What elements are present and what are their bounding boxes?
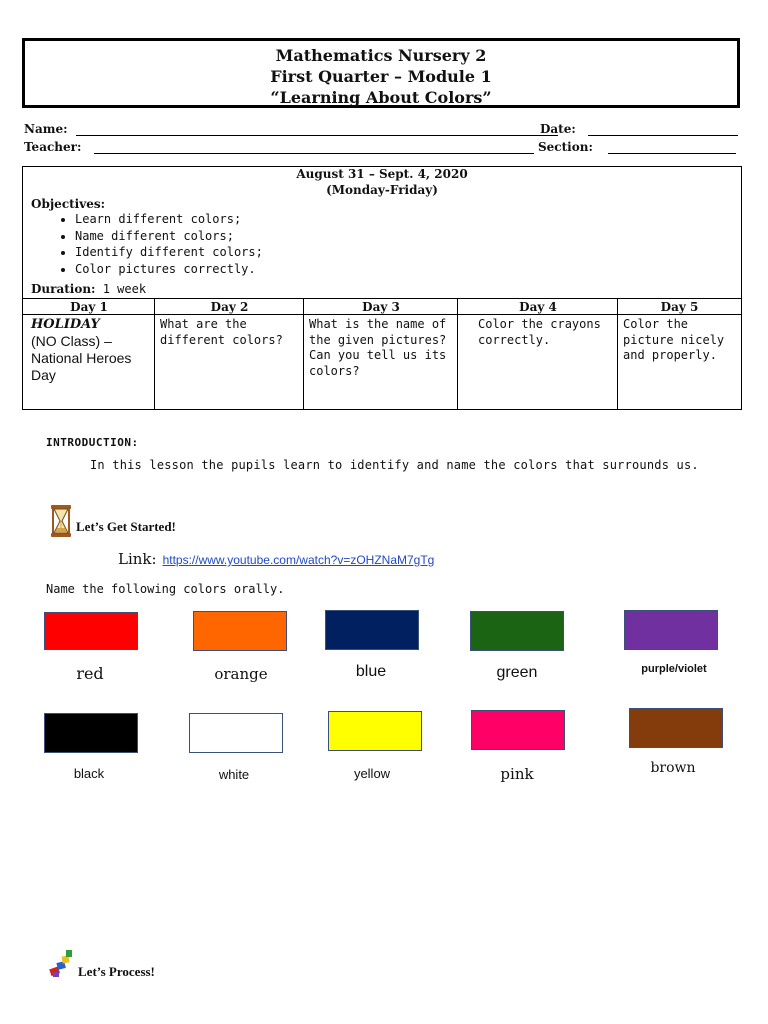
hourglass-icon xyxy=(48,504,74,542)
label-blue: blue xyxy=(355,663,387,680)
teacher-label: Teacher: xyxy=(24,140,82,154)
label-brown: brown xyxy=(650,760,696,776)
video-link-line xyxy=(118,550,434,568)
name-label: Name: xyxy=(24,122,68,136)
label-white: white xyxy=(218,767,250,782)
holiday-description: (NO Class) – National Heroes Day xyxy=(31,332,132,383)
get-started-title: Let’s Get Started! xyxy=(76,519,176,534)
label-black: black xyxy=(73,766,105,781)
introduction-heading: INTRODUCTION: xyxy=(46,436,139,449)
section-field[interactable] xyxy=(608,153,736,154)
day-3-activity: What is the name of the given pictures? Can you tell us its colors? xyxy=(303,314,458,410)
swatch-blue xyxy=(325,610,419,650)
label-red: red xyxy=(76,664,104,683)
swatch-orange xyxy=(193,611,287,651)
holiday-label: HOLIDAY xyxy=(31,317,100,332)
objective-item: • Identify different colors; xyxy=(75,244,263,261)
duration xyxy=(31,282,146,296)
duration-label: Duration: xyxy=(31,282,96,296)
swatch-purple xyxy=(624,610,718,650)
swatch-pink xyxy=(471,710,565,750)
label-orange: orange xyxy=(214,665,268,683)
swatch-white xyxy=(189,713,283,753)
day-2-activity: What are the different colors? xyxy=(154,314,304,410)
swatch-green xyxy=(470,611,564,651)
days-grid xyxy=(22,298,742,410)
label-pink: pink xyxy=(500,765,534,783)
day-5-activity: Color the picture nicely and properly. xyxy=(617,314,742,410)
swatch-brown xyxy=(629,708,723,748)
instruction-text: Name the following colors orally. xyxy=(46,582,285,596)
date-field[interactable] xyxy=(588,135,738,136)
day-1-header: Day 1 xyxy=(22,298,155,315)
label-green: green xyxy=(496,664,538,681)
objectives-list xyxy=(31,211,263,277)
video-link[interactable]: https://www.youtube.com/watch?v=zOHZNaM7gTg xyxy=(162,553,435,567)
process-heading xyxy=(48,948,155,984)
module-subject: Mathematics Nursery 2 xyxy=(275,46,487,65)
teacher-section-line xyxy=(24,140,740,156)
label-yellow: yellow xyxy=(353,766,391,781)
objectives-label: Objectives: xyxy=(31,197,106,211)
module-title-box xyxy=(22,38,740,108)
day-5-header: Day 5 xyxy=(617,298,742,315)
objective-item: • Learn different colors; xyxy=(75,211,263,228)
get-started-heading xyxy=(48,504,176,542)
name-date-line xyxy=(24,122,740,138)
swatch-yellow xyxy=(328,711,422,751)
swatch-red xyxy=(44,612,138,650)
schedule-weekdays: (Monday-Friday) xyxy=(326,183,438,197)
day-1-activity xyxy=(22,314,155,410)
day-3-header: Day 3 xyxy=(303,298,458,315)
day-4-activity: Color the crayons correctly. xyxy=(457,314,618,410)
teacher-field[interactable] xyxy=(94,153,534,154)
schedule-dates: August 31 – Sept. 4, 2020 xyxy=(296,167,468,181)
module-quarter: First Quarter – Module 1 xyxy=(270,67,492,86)
link-label: Link: xyxy=(118,550,157,568)
day-4-header: Day 4 xyxy=(457,298,618,315)
duration-value: 1 week xyxy=(102,282,147,296)
objective-item: • Name different colors; xyxy=(75,228,263,245)
process-title: Let’s Process! xyxy=(78,964,155,979)
weekly-schedule-table xyxy=(22,166,742,410)
swatch-black xyxy=(44,713,138,753)
label-purple-violet: purple/violet xyxy=(641,663,707,675)
name-field[interactable] xyxy=(76,135,558,136)
objective-item: • Color pictures correctly. xyxy=(75,261,263,278)
module-topic: “Learning About Colors” xyxy=(270,88,492,107)
date-label: Date: xyxy=(540,122,576,136)
day-2-header: Day 2 xyxy=(154,298,304,315)
colored-pencils-icon xyxy=(48,948,78,984)
introduction-text: In this lesson the pupils learn to identify and name the colors that surrounds us. xyxy=(90,458,699,472)
section-label: Section: xyxy=(538,140,593,154)
